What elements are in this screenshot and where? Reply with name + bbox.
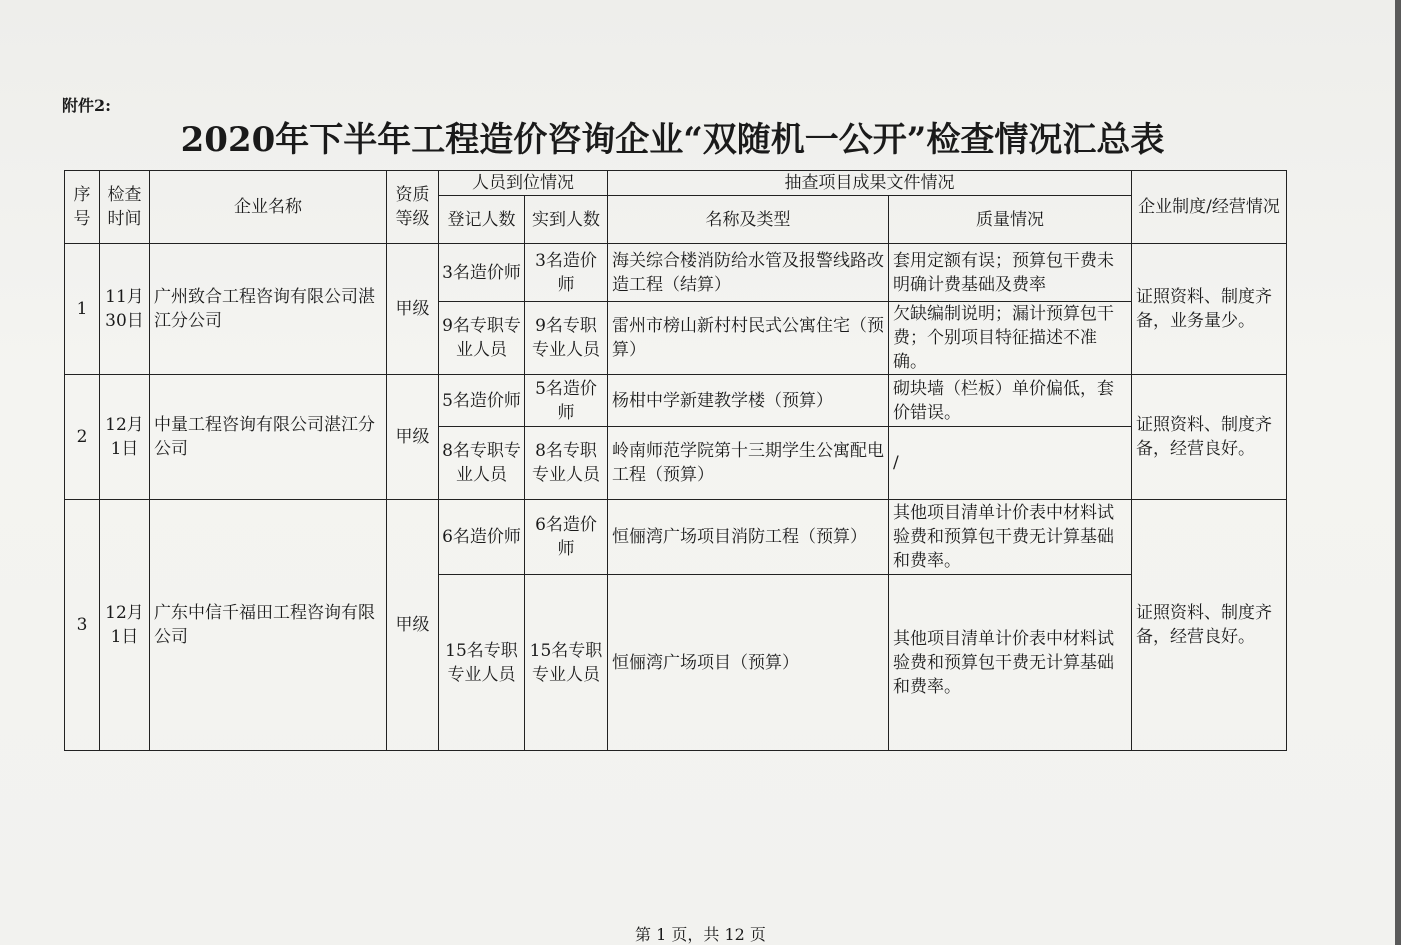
- document-title: 2020年下半年工程造价咨询企业“双随机一公开”检查情况汇总表: [180, 120, 1165, 160]
- row-time: 12月1日: [100, 375, 150, 500]
- header-check-time: 检查时间: [100, 171, 150, 244]
- header-actual: 实到人数: [525, 196, 608, 244]
- row-time: 12月1日: [100, 500, 150, 751]
- row-company: 广东中信千福田工程咨询有限公司: [150, 500, 387, 751]
- header-row-1: [65, 171, 1287, 196]
- cell-quality: 砌块墙（栏板）单价偏低，套价错误。: [889, 375, 1132, 427]
- row-system: 证照资料、制度齐备，经营良好。: [1132, 500, 1287, 751]
- table-row: [65, 375, 1287, 427]
- row-company: 广州致合工程咨询有限公司湛江分公司: [150, 244, 387, 375]
- cell-project: 海关综合楼消防给水管及报警线路改造工程（结算）: [608, 244, 889, 302]
- row-grade: 甲级: [387, 375, 439, 500]
- cell-actual: 5名造价师: [525, 375, 608, 427]
- summary-table: [64, 170, 1287, 751]
- header-staff-group: 人员到位情况: [439, 171, 608, 196]
- row-system: 证照资料、制度齐备，经营良好。: [1132, 375, 1287, 500]
- row-time: 11月30日: [100, 244, 150, 375]
- cell-registered: 6名造价师: [439, 500, 525, 575]
- row-seq: 2: [65, 375, 100, 500]
- row-system: 证照资料、制度齐备，业务量少。: [1132, 244, 1287, 375]
- cell-actual: 8名专职专业人员: [525, 427, 608, 500]
- scan-edge: [1395, 0, 1401, 945]
- table-row: [65, 244, 1287, 302]
- table-row: [65, 500, 1287, 575]
- cell-registered: 9名专职专业人员: [439, 302, 525, 375]
- header-projects-group: 抽查项目成果文件情况: [608, 171, 1132, 196]
- cell-actual: 3名造价师: [525, 244, 608, 302]
- row-seq: 3: [65, 500, 100, 751]
- row-grade: 甲级: [387, 244, 439, 375]
- header-company: 企业名称: [150, 171, 387, 244]
- cell-quality: 其他项目清单计价表中材料试验费和预算包干费无计算基础和费率。: [889, 575, 1132, 751]
- row-seq: 1: [65, 244, 100, 375]
- cell-quality: /: [889, 427, 1132, 500]
- cell-project: 岭南师范学院第十三期学生公寓配电工程（预算）: [608, 427, 889, 500]
- header-project-name: 名称及类型: [608, 196, 889, 244]
- cell-actual: 15名专职专业人员: [525, 575, 608, 751]
- cell-actual: 6名造价师: [525, 500, 608, 575]
- header-quality: 质量情况: [889, 196, 1132, 244]
- cell-project: 杨柑中学新建教学楼（预算）: [608, 375, 889, 427]
- row-company: 中量工程咨询有限公司湛江分公司: [150, 375, 387, 500]
- cell-registered: 8名专职专业人员: [439, 427, 525, 500]
- cell-quality: 欠缺编制说明；漏计预算包干费；个别项目特征描述不准确。: [889, 302, 1132, 375]
- attachment-label: 附件2:: [62, 96, 112, 115]
- cell-registered: 15名专职专业人员: [439, 575, 525, 751]
- cell-quality: 套用定额有误；预算包干费未明确计费基础及费率: [889, 244, 1132, 302]
- page-number: 第 1 页，共 12 页: [635, 925, 766, 944]
- cell-actual: 9名专职专业人员: [525, 302, 608, 375]
- row-grade: 甲级: [387, 500, 439, 751]
- cell-project: 雷州市榜山新村村民式公寓住宅（预算）: [608, 302, 889, 375]
- cell-project: 恒俪湾广场项目（预算）: [608, 575, 889, 751]
- cell-registered: 5名造价师: [439, 375, 525, 427]
- cell-registered: 3名造价师: [439, 244, 525, 302]
- header-grade: 资质等级: [387, 171, 439, 244]
- cell-quality: 其他项目清单计价表中材料试验费和预算包干费无计算基础和费率。: [889, 500, 1132, 575]
- header-system: 企业制度/经营情况: [1132, 171, 1287, 244]
- cell-project: 恒俪湾广场项目消防工程（预算）: [608, 500, 889, 575]
- header-registered: 登记人数: [439, 196, 525, 244]
- header-seq: 序号: [65, 171, 100, 244]
